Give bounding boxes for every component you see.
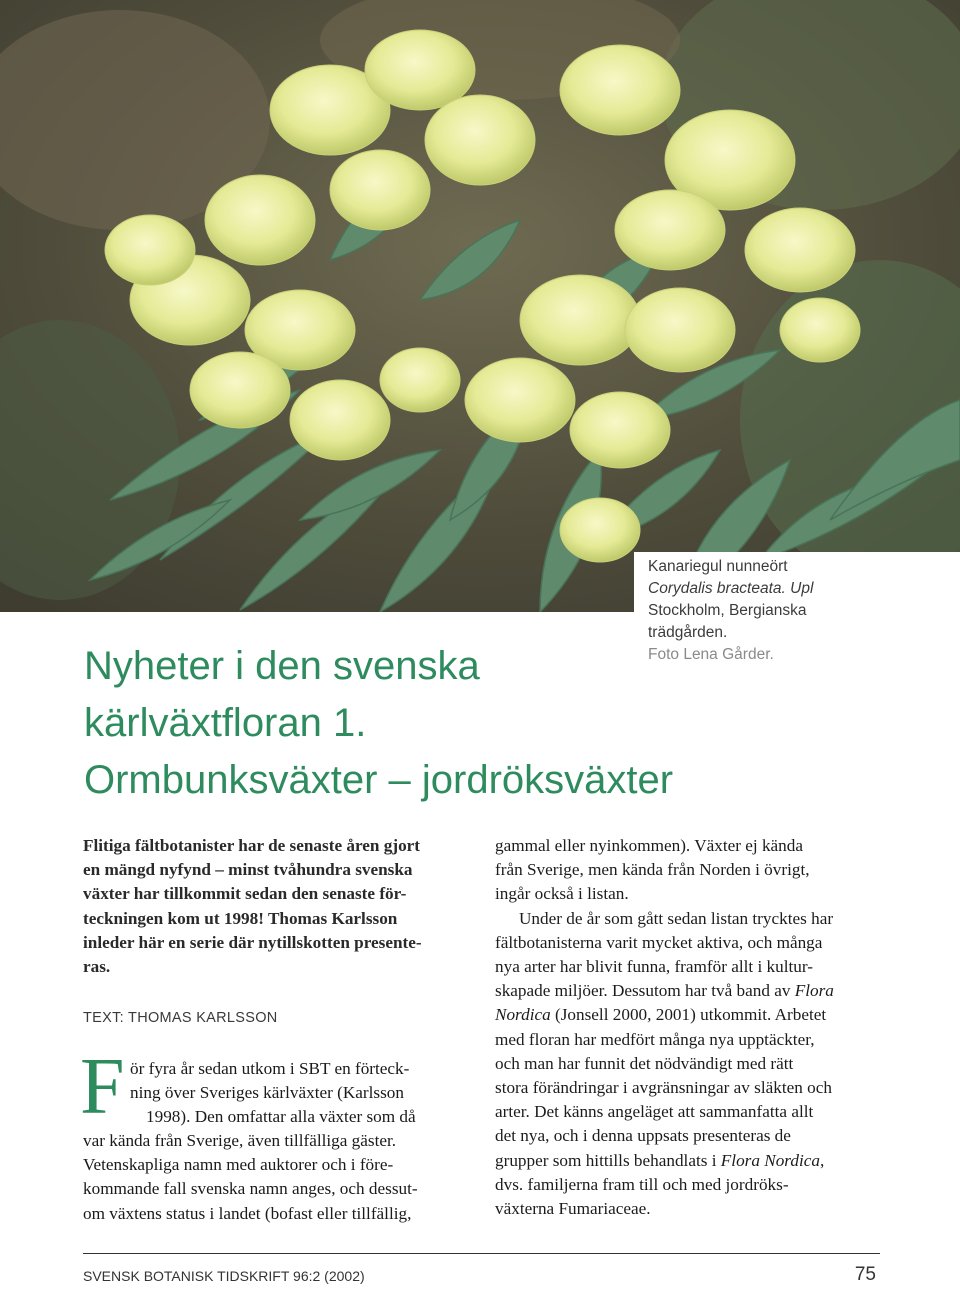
nordica-italic: Nordica	[495, 1005, 551, 1025]
body-line: fältbotanisterna varit mycket aktiva, och många	[495, 932, 823, 952]
intro-line: inleder här en serie där nytillskotten presente-	[83, 932, 422, 952]
body-right-column	[495, 834, 880, 1221]
body-line: om växtens status i landet (bofast eller tillfällig,	[83, 1203, 412, 1223]
byline: TEXT: THOMAS KARLSSON	[83, 1010, 278, 1026]
intro-line: en mängd nyfynd – minst tvåhundra svenska	[83, 860, 413, 880]
flora-italic: Flora	[794, 981, 834, 1001]
intro-line: teckningen kom ut 1998! Thomas Karlsson	[83, 908, 398, 928]
body-text-run: (Jonsell 2000, 2001) utkommit. Arbetet	[550, 1005, 827, 1025]
body-text-run: grupper som hittills behandlats i	[495, 1150, 721, 1170]
body-text-run: skapade miljöer. Dessutom har två band av	[495, 981, 795, 1001]
body-line: stora förändringar i avgränsningar av släkten och	[495, 1078, 832, 1098]
body-line: växterna Fumariaceae.	[495, 1199, 651, 1219]
body-line: det nya, och i denna uppsats presenteras de	[495, 1126, 791, 1146]
drop-cap: F	[80, 1043, 125, 1131]
body-line: ör fyra år sedan utkom i SBT en förteck-	[130, 1059, 410, 1078]
caption-location-line1: Stockholm, Bergianska	[648, 602, 807, 619]
flora-nordica-italic: Flora Nordica	[720, 1150, 820, 1170]
caption-photo-credit: Foto Lena Gårder.	[648, 646, 774, 663]
body-line: Under de år som gått sedan listan trycktes har	[519, 908, 834, 928]
caption-scientific-name: Corydalis bracteata. Upl	[648, 580, 814, 597]
body-text-run: ,	[819, 1150, 825, 1170]
body-line: från Sverige, men kända från Norden i övrigt,	[495, 860, 810, 880]
caption-common-name: Kanariegul nunneört	[648, 558, 788, 575]
footer-divider	[83, 1253, 880, 1254]
body-line: med floran har medfört många nya upptäckter,	[495, 1029, 815, 1049]
intro-line: växter har tillkommit sedan den senaste för-	[83, 884, 407, 904]
article-title	[84, 638, 904, 809]
body-line: Vetenskapliga namn med auktorer och i före-	[83, 1155, 394, 1175]
body-line: ingår också i listan.	[495, 884, 629, 904]
body-line: dvs. familjerna fram till och med jordröks-	[495, 1174, 789, 1194]
body-line: nya arter har blivit funna, framför allt i kultur-	[495, 957, 813, 977]
intro-paragraph	[83, 834, 461, 979]
body-line: 1998). Den omfattar alla växter som då	[146, 1107, 416, 1127]
footer-journal-name: SVENSK BOTANISK TIDSKRIFT 96:2 (2002)	[83, 1268, 365, 1284]
intro-line: ras.	[83, 957, 111, 977]
title-line-3: Ormbunksväxter – jordröksväxter	[84, 758, 674, 802]
cover-photo	[0, 0, 960, 612]
body-line: kommande fall svenska namn anges, och dessut-	[83, 1179, 418, 1199]
body-line: och man har funnit det nödvändigt med rätt	[495, 1053, 794, 1073]
body-line: ning över Sveriges kärlväxter (Karlsson	[130, 1083, 404, 1103]
body-line: var kända från Sverige, även tillfälliga gäster.	[83, 1131, 397, 1150]
body-line	[495, 979, 880, 1003]
intro-line: Flitiga fältbotanister har de senaste åren gjort	[83, 836, 421, 855]
body-left-paragraph	[83, 1129, 461, 1226]
dropcap-lines	[130, 1057, 470, 1130]
title-line-1: Nyheter i den svenska	[84, 644, 480, 688]
body-line	[495, 1003, 880, 1027]
body-line: arter. Det känns angeläget att sammanfatta allt	[495, 1102, 814, 1122]
title-line-2: kärlväxtfloran 1.	[84, 701, 367, 745]
corydalis-photo-illustration	[0, 0, 960, 612]
page-number: 75	[854, 1264, 876, 1285]
body-line: gammal eller nyinkommen). Växter ej kända	[495, 836, 803, 855]
caption-location-line2: trädgården.	[648, 624, 728, 641]
body-line	[495, 1149, 880, 1173]
